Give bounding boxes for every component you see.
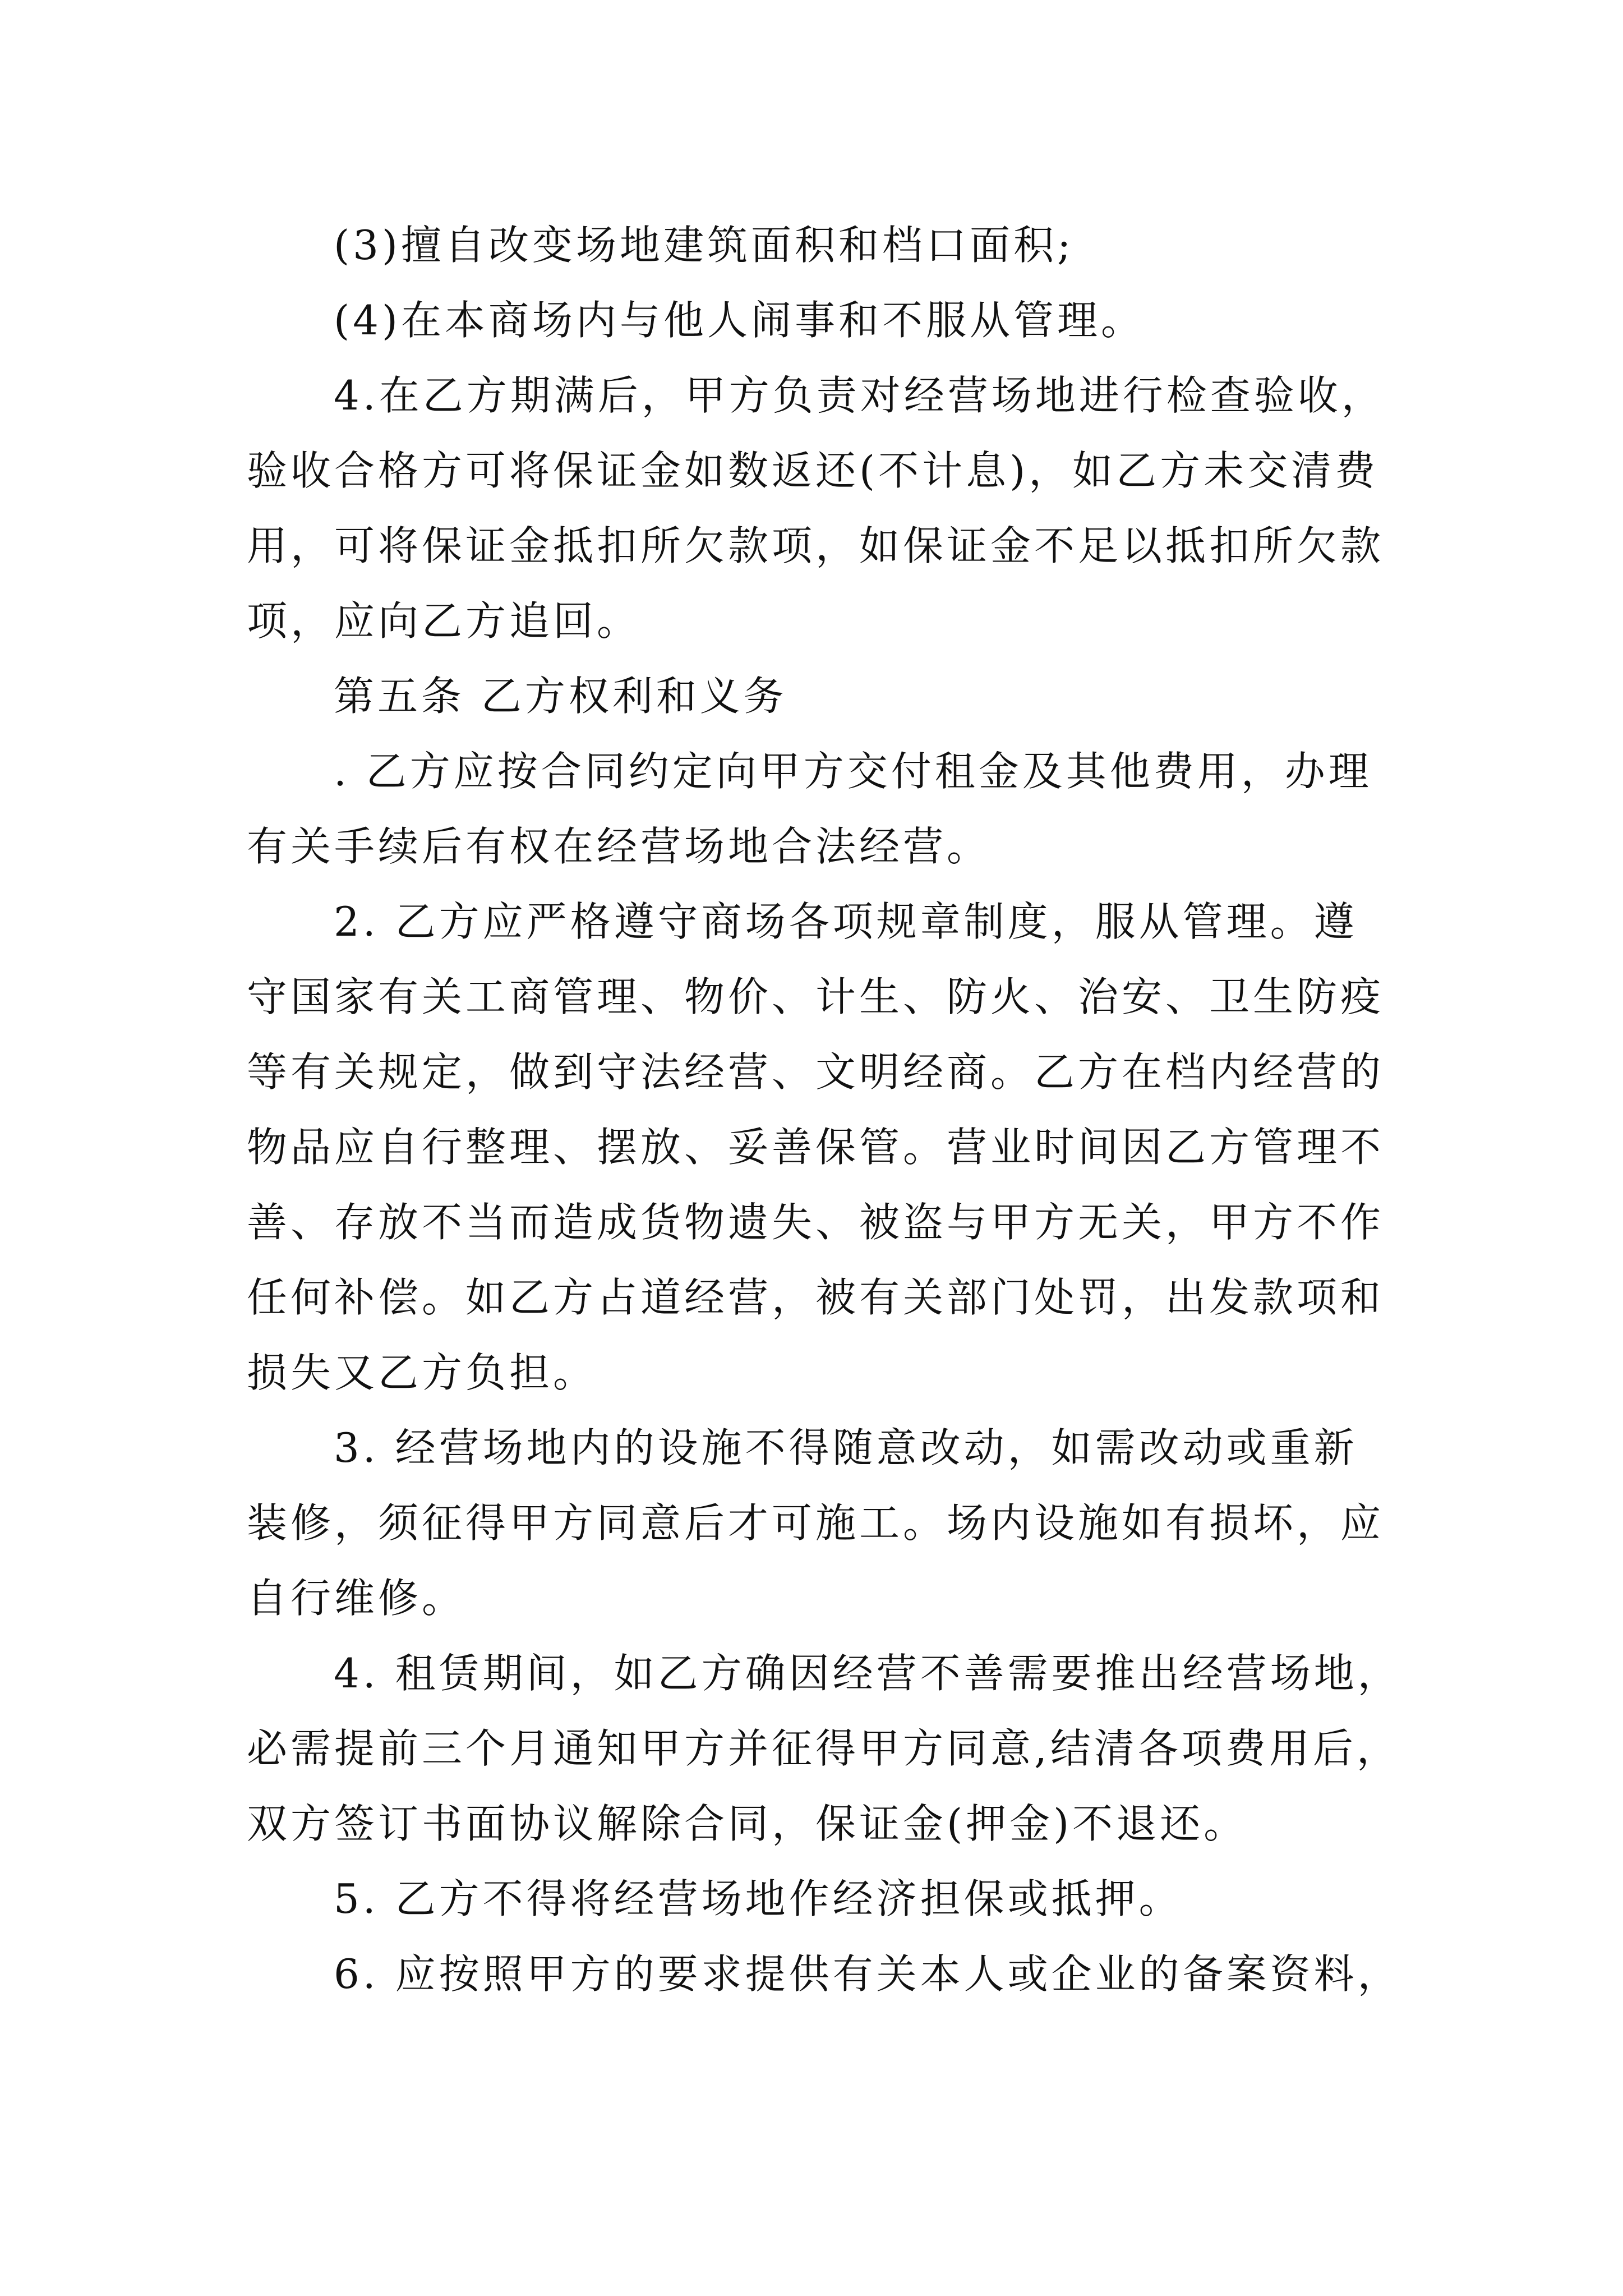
paragraph-item-4-lease (247, 1636, 1401, 1861)
paragraph-item-3 (247, 1410, 1385, 1636)
text-line: (4)在本商场内与他人闹事和不服从管理。 (334, 297, 1145, 344)
text-line: 任何补偿。如乙方占道经营，被有关部门处罚，出发款项和 (247, 1274, 1385, 1321)
text-line: 善、存放不当而造成货物遗失、被盗与甲方无关，甲方不作 (247, 1199, 1385, 1246)
text-line: 4. 租赁期间，如乙方确因经营不善需要推出经营场地， (334, 1650, 1401, 1697)
paragraph-clause-4 (247, 283, 1385, 358)
text-line: 双方签订书面协议解除合同，保证金(押金)不退还。 (247, 1800, 1248, 1847)
text-line: 第五条 乙方权利和义务 (334, 673, 787, 720)
section-heading-article-5 (247, 659, 1385, 734)
paragraph-item-4-deposit (247, 358, 1385, 659)
paragraph-clause-3 (247, 208, 1385, 283)
paragraph-item-1 (247, 734, 1385, 884)
paragraph-item-5 (247, 1861, 1385, 1936)
text-line: 2. 乙方应严格遵守商场各项规章制度，服从管理。遵 (334, 898, 1358, 945)
paragraph-item-6 (247, 1936, 1401, 2012)
text-line: 物品应自行整理、摆放、妥善保管。营业时间因乙方管理不 (247, 1124, 1385, 1171)
document-body (247, 208, 1401, 2012)
text-line: 4.在乙方期满后，甲方负责对经营场地进行检查验收， (334, 372, 1385, 419)
paragraph-item-2 (247, 884, 1385, 1410)
text-line: 损失又乙方负担。 (247, 1349, 597, 1396)
text-line: 3. 经营场地内的设施不得随意改动，如需改动或重新 (334, 1424, 1358, 1471)
text-line: 有关手续后有权在经营场地合法经营。 (247, 823, 991, 870)
text-line: 验收合格方可将保证金如数返还(不计息)，如乙方未交清费 (247, 447, 1379, 494)
text-line: 等有关规定，做到守法经营、文明经商。乙方在档内经营的 (247, 1048, 1385, 1096)
text-line: 必需提前三个月通知甲方并征得甲方同意,结清各项费用后， (247, 1725, 1400, 1772)
text-line: 5. 乙方不得将经营场地作经济担保或抵押。 (334, 1875, 1183, 1922)
text-line: 装修，须征得甲方同意后才可施工。场内设施如有损坏，应 (247, 1499, 1385, 1547)
text-line: 守国家有关工商管理、物价、计生、防火、治安、卫生防疫 (247, 973, 1385, 1020)
text-line: (3)擅自改变场地建筑面积和档口面积; (334, 222, 1075, 269)
text-line: 用，可将保证金抵扣所欠款项，如保证金不足以抵扣所欠款 (247, 522, 1385, 569)
text-line: 项，应向乙方追回。 (247, 597, 641, 645)
text-line: 自行维修。 (247, 1575, 466, 1622)
text-line: . 乙方应按合同约定向甲方交付租金及其他费用，办理 (334, 748, 1372, 795)
text-line: 6. 应按照甲方的要求提供有关本人或企业的备案资料， (334, 1950, 1401, 1998)
